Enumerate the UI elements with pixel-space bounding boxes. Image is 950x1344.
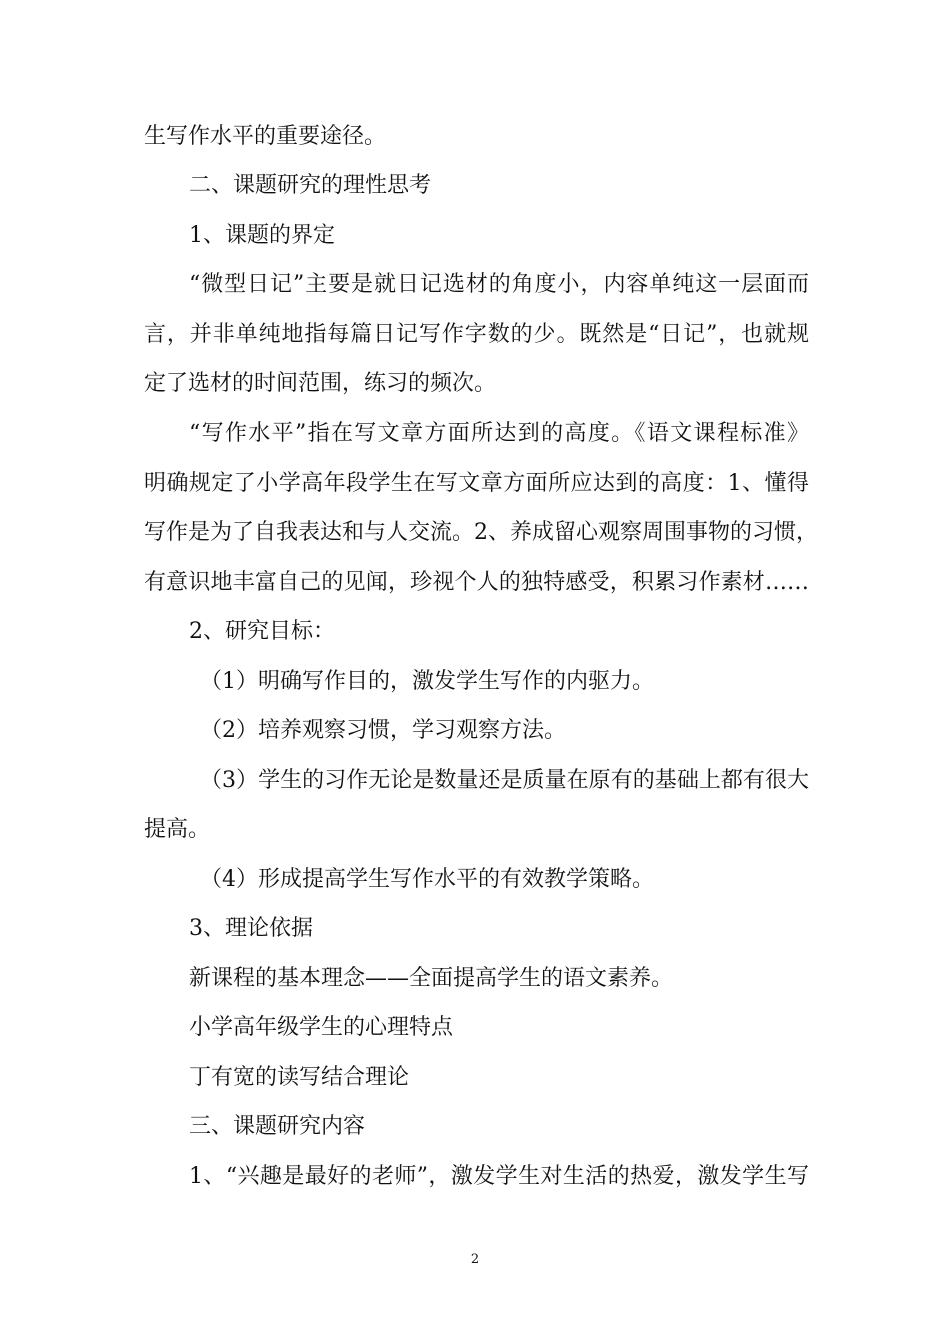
- paragraph-line: 丁有宽的读写结合理论: [189, 1065, 410, 1090]
- paragraph-line: 提高。: [144, 817, 211, 842]
- section-heading: 三、课题研究内容: [189, 1114, 366, 1139]
- list-item: （2）培养观察习惯，学习观察方法。: [200, 718, 566, 743]
- list-item: （1）明确写作目的，激发学生写作的内驱力。: [200, 669, 654, 694]
- paragraph-line: 1、“兴趣是最好的老师”，激发学生对生活的热爱，激发学生写: [189, 1164, 809, 1189]
- paragraph-line: 新课程的基本理念——全面提高学生的语文素养。: [189, 966, 674, 991]
- paragraph-line: 定了选材的时间范围，练习的频次。: [144, 371, 497, 396]
- section-heading: 二、课题研究的理性思考: [189, 173, 432, 198]
- paragraph-line: 明确规定了小学高年段学生在写文章方面所应达到的高度：1、懂得: [144, 471, 809, 496]
- page-number: 2: [470, 1252, 480, 1267]
- list-item: （4）形成提高学生写作水平的有效教学策略。: [200, 867, 654, 892]
- paragraph-line: “写作水平”指在写文章方面所达到的高度。《语文课程标准》: [189, 421, 809, 446]
- paragraph-line: 小学高年级学生的心理特点: [189, 1015, 454, 1040]
- list-item: （3）学生的习作无论是数量还是质量在原有的基础上都有很大: [200, 768, 809, 793]
- paragraph-line: 有意识地丰富自己的见闻，珍视个人的独特感受，积累习作素材……: [144, 570, 809, 595]
- subsection-heading: 1、课题的界定: [189, 223, 335, 248]
- paragraph-line: “微型日记”主要是就日记选材的角度小，内容单纯这一层面而: [189, 272, 809, 297]
- subsection-heading: 3、理论依据: [189, 916, 313, 941]
- paragraph-line: 言，并非单纯地指每篇日记写作字数的少。既然是“日记”，也就规: [144, 322, 809, 347]
- subsection-heading: 2、研究目标：: [189, 619, 335, 644]
- paragraph-line: 写作是为了自我表达和与人交流。2、养成留心观察周围事物的习惯，: [144, 520, 818, 545]
- paragraph-line: 生写作水平的重要途径。: [144, 124, 387, 149]
